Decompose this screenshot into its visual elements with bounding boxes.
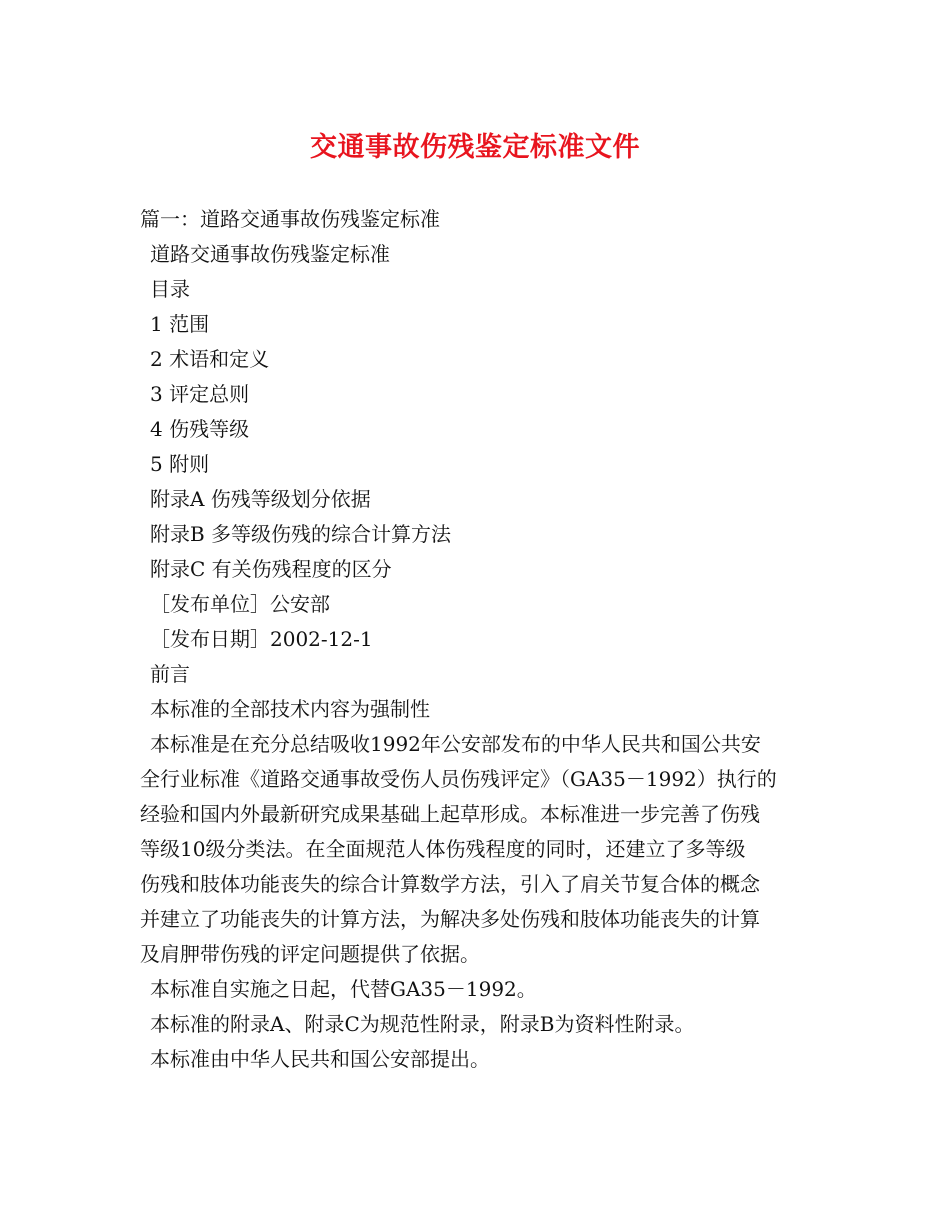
paragraph-line: 伤残和肢体功能丧失的综合计算数学方法，引入了肩关节复合体的概念: [140, 872, 760, 896]
toc-item: 附录B 多等级伤残的综合计算方法: [150, 522, 452, 546]
preface-paragraph: [140, 727, 814, 972]
publish-date-line: ［发布日期］2002-12-1: [150, 627, 373, 651]
toc-item: 5 附则: [150, 452, 210, 476]
publisher-line: ［发布单位］公安部: [150, 592, 330, 616]
preface-paragraph: 本标准的全部技术内容为强制性: [150, 697, 430, 721]
paragraph-line: 及肩胛带伤残的评定问题提供了依据。: [140, 942, 480, 966]
toc-heading: 目录: [150, 277, 190, 301]
preface-paragraph: 本标准的附录A、附录C为规范性附录，附录B为资料性附录。: [150, 1012, 695, 1036]
paragraph-line: 等级10级分类法。在全面规范人体伤残程度的同时，还建立了多等级: [140, 837, 746, 861]
document-body: [140, 202, 814, 1077]
paragraph-line: 本标准是在充分总结吸收1992年公安部发布的中华人民共和国公共安: [150, 732, 761, 756]
toc-item: 附录C 有关伤残程度的区分: [150, 557, 392, 581]
document-title: 交通事故伤残鉴定标准文件: [310, 132, 640, 163]
standard-title: 道路交通事故伤残鉴定标准: [150, 242, 390, 266]
toc-item: 2 术语和定义: [150, 347, 270, 371]
paragraph-line: 经验和国内外最新研究成果基础上起草形成。本标准进一步完善了伤残: [140, 802, 760, 826]
toc-item: 4 伤残等级: [150, 417, 250, 441]
paragraph-line: 全行业标准《道路交通事故受伤人员伤残评定》（GA35－1992）执行的: [140, 767, 777, 791]
toc-item: 1 范围: [150, 312, 210, 336]
paragraph-line: 并建立了功能丧失的计算方法，为解决多处伤残和肢体功能丧失的计算: [140, 907, 760, 931]
toc-item: 附录A 伤残等级划分依据: [150, 487, 371, 511]
preface-heading: 前言: [150, 662, 190, 686]
preface-paragraph: 本标准由中华人民共和国公安部提出。: [150, 1047, 490, 1071]
section-heading: 篇一：道路交通事故伤残鉴定标准: [140, 207, 440, 231]
toc-item: 3 评定总则: [150, 382, 250, 406]
preface-paragraph: 本标准自实施之日起，代替GA35－1992。: [150, 977, 537, 1001]
